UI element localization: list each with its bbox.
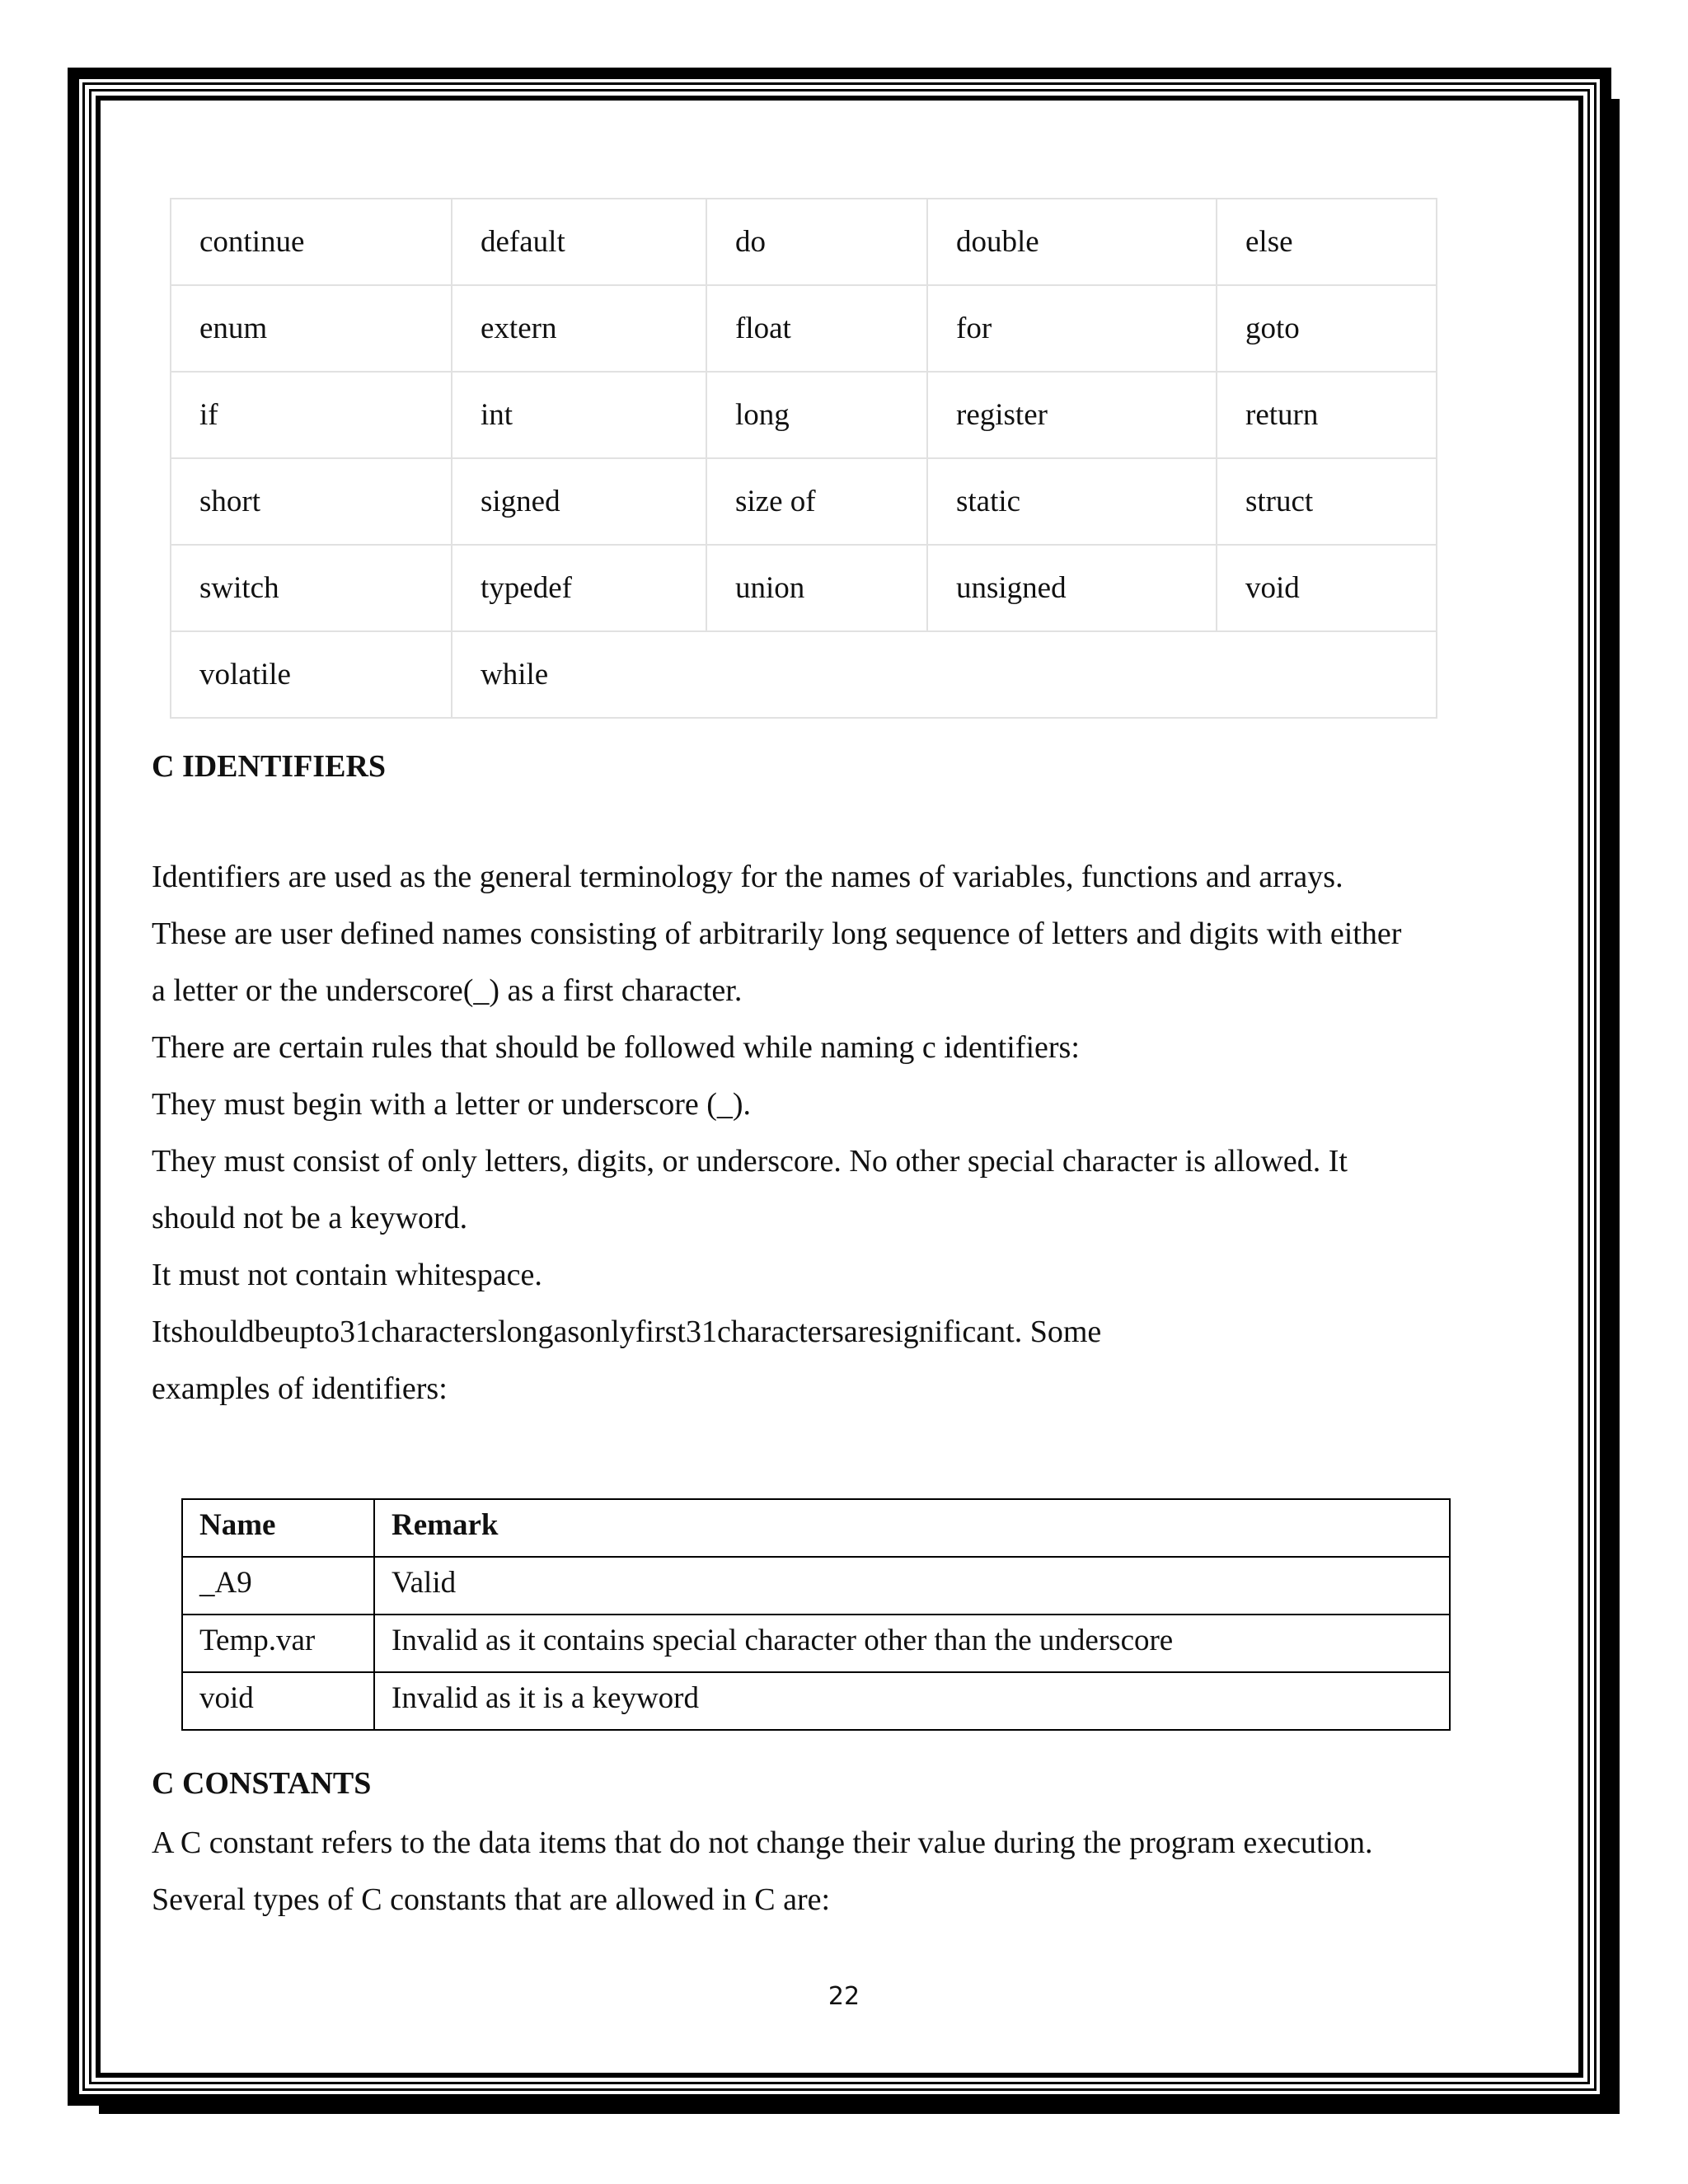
keyword-cell: register xyxy=(927,372,1217,458)
table-row xyxy=(182,1615,1450,1672)
text-line: should not be a keyword. xyxy=(152,1201,468,1235)
text-line: examples of identifiers: xyxy=(152,1371,448,1406)
keyword-cell: if xyxy=(171,372,452,458)
text-line: a letter or the underscore(_) as a first character. xyxy=(152,973,743,1008)
identifier-remark-cell: Valid xyxy=(374,1557,1450,1615)
keyword-cell: signed xyxy=(452,458,706,545)
identifier-examples-table xyxy=(181,1498,1451,1731)
column-header-name: Name xyxy=(182,1499,374,1557)
table-row xyxy=(171,631,1437,718)
identifier-remark-cell: Invalid as it is a keyword xyxy=(374,1672,1450,1730)
keyword-cell: struct xyxy=(1217,458,1437,545)
keyword-cell: long xyxy=(706,372,927,458)
identifiers-paragraph xyxy=(152,849,1401,1418)
table-row xyxy=(171,372,1437,458)
table-row xyxy=(171,458,1437,545)
table-row xyxy=(171,199,1437,285)
keyword-cell: typedef xyxy=(452,545,706,631)
column-header-remark: Remark xyxy=(374,1499,1450,1557)
keyword-cell: void xyxy=(1217,545,1437,631)
keyword-cell: short xyxy=(171,458,452,545)
text-line: Several types of C constants that are allowed in C are: xyxy=(152,1882,831,1917)
text-line: Itshouldbeupto31characterslongasonlyfirst31charactersaresignificant. Some xyxy=(152,1315,1102,1349)
page-number: 22 xyxy=(828,1982,860,2011)
section-heading-constants: C CONSTANTS xyxy=(152,1766,372,1801)
table-row xyxy=(182,1557,1450,1615)
keyword-cell: double xyxy=(927,199,1217,285)
table-row xyxy=(182,1672,1450,1730)
text-line: A C constant refers to the data items that do not change their value during the program execution. xyxy=(152,1825,1373,1860)
text-line: It must not contain whitespace. xyxy=(152,1258,542,1292)
text-line: Identifiers are used as the general terminology for the names of variables, functions and arrays. xyxy=(152,860,1343,894)
keyword-cell: else xyxy=(1217,199,1437,285)
keyword-cell: static xyxy=(927,458,1217,545)
section-heading-identifiers: C IDENTIFIERS xyxy=(152,749,387,784)
identifier-name-cell: Temp.var xyxy=(182,1615,374,1672)
keyword-cell: for xyxy=(927,285,1217,372)
identifier-remark-cell: Invalid as it contains special character other than the underscore xyxy=(374,1615,1450,1672)
keyword-cell: union xyxy=(706,545,927,631)
keyword-cell: do xyxy=(706,199,927,285)
text-line: These are user defined names consisting of arbitrarily long sequence of letters and digits with either xyxy=(152,916,1402,951)
keyword-cell: enum xyxy=(171,285,452,372)
constants-paragraph xyxy=(152,1815,1373,1929)
keyword-cell: extern xyxy=(452,285,706,372)
keyword-cell: volatile xyxy=(171,631,452,718)
identifier-name-cell: void xyxy=(182,1672,374,1730)
keyword-cell: int xyxy=(452,372,706,458)
keyword-cell: while xyxy=(452,631,1437,718)
keyword-cell: unsigned xyxy=(927,545,1217,631)
text-line: They must begin with a letter or underscore (_). xyxy=(152,1087,752,1122)
keyword-cell: float xyxy=(706,285,927,372)
text-line: There are certain rules that should be followed while naming c identifiers: xyxy=(152,1030,1080,1065)
keyword-cell: switch xyxy=(171,545,452,631)
table-header-row xyxy=(182,1499,1450,1557)
table-row xyxy=(171,545,1437,631)
keywords-table xyxy=(170,198,1437,719)
identifier-name-cell: _A9 xyxy=(182,1557,374,1615)
keyword-cell: return xyxy=(1217,372,1437,458)
keyword-cell: default xyxy=(452,199,706,285)
keyword-cell: continue xyxy=(171,199,452,285)
table-row xyxy=(171,285,1437,372)
keyword-cell: size of xyxy=(706,458,927,545)
keyword-cell: goto xyxy=(1217,285,1437,372)
text-line: They must consist of only letters, digits, or underscore. No other special character is allowed. It xyxy=(152,1144,1348,1179)
